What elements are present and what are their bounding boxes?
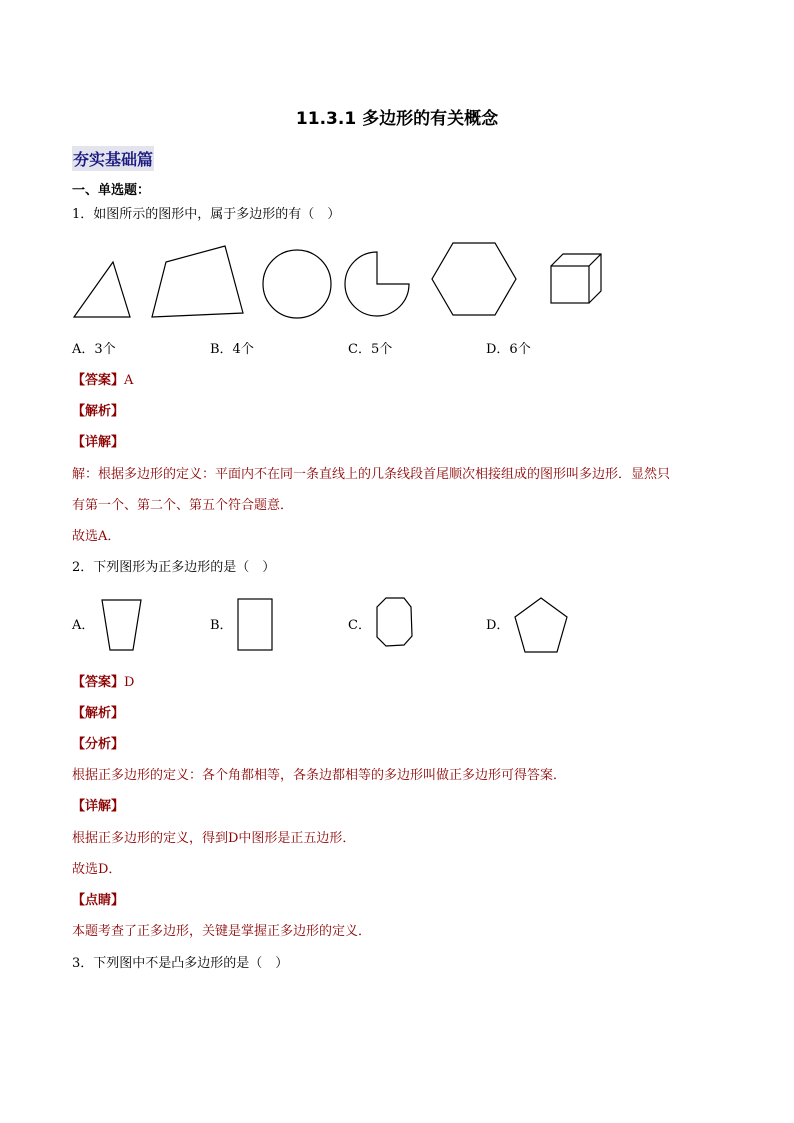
q2-figure-trapezoid: [102, 600, 141, 650]
q1-answer-label: 【答案】: [72, 373, 125, 388]
q2-conclusion: 故选D．: [72, 862, 122, 877]
q2-figure-pentagon: [515, 598, 567, 652]
q2-fenxi-label: 【分析】: [72, 737, 125, 752]
q2-analysis-label: 【解析】: [72, 706, 125, 721]
q2-stem: 2．下列图形为正多边形的是（ ）: [72, 560, 276, 575]
q1-option-b: B．4个: [210, 342, 254, 357]
q1-conclusion: 故选A．: [72, 529, 121, 544]
page-title: 11.3.1 多边形的有关概念: [295, 109, 499, 129]
q1-analysis-label: 【解析】: [72, 404, 125, 419]
q2-detail-text: 根据正多边形的定义，得到D中图形是正五边形．: [72, 831, 356, 846]
q1-detail-line-1: 解：根据多边形的定义：平面内不在同一条直线上的几条线段首尾顺次相接组成的图形叫多边形．显然只: [72, 467, 671, 482]
section-heading: 夯实基础篇: [72, 146, 154, 171]
q2-figure-rectangle: [238, 599, 272, 650]
q1-option-a: A．3个: [72, 342, 116, 357]
q2-option-c: C．: [348, 618, 371, 633]
q1-detail-line-2: 有第一个、第二个、第五个符合题意．: [72, 498, 294, 513]
q1-option-c: C．5个: [348, 342, 393, 357]
q2-dianjing-text: 本题考查了正多边形，关键是掌握正多边形的定义．: [72, 924, 372, 939]
q2-detail-label: 【详解】: [72, 799, 125, 814]
q1-detail-label: 【详解】: [72, 435, 125, 450]
q2-dianjing-label: 【点睛】: [72, 893, 125, 908]
q1-stem: 1．如图所示的图形中，属于多边形的有（ ）: [72, 207, 341, 222]
q1-answer-value: A: [124, 373, 134, 388]
q2-answer-label: 【答案】: [72, 675, 125, 690]
q2-answer: [72, 674, 134, 692]
part-heading: 一、单选题：: [72, 183, 151, 198]
q2-figure-octagon: [377, 598, 412, 646]
q3-stem: 3．下列图中不是凸多边形的是（ ）: [72, 956, 289, 971]
q2-answer-value: D: [124, 675, 135, 690]
q2-option-d: D．: [486, 618, 510, 633]
q2-option-a: A．: [72, 618, 95, 633]
q2-option-b: B．: [210, 618, 233, 633]
q2-fenxi-text: 根据正多边形的定义：各个角都相等，各条边都相等的多边形叫做正多边形可得答案．: [72, 768, 567, 783]
q1-option-d: D．6个: [486, 342, 531, 357]
